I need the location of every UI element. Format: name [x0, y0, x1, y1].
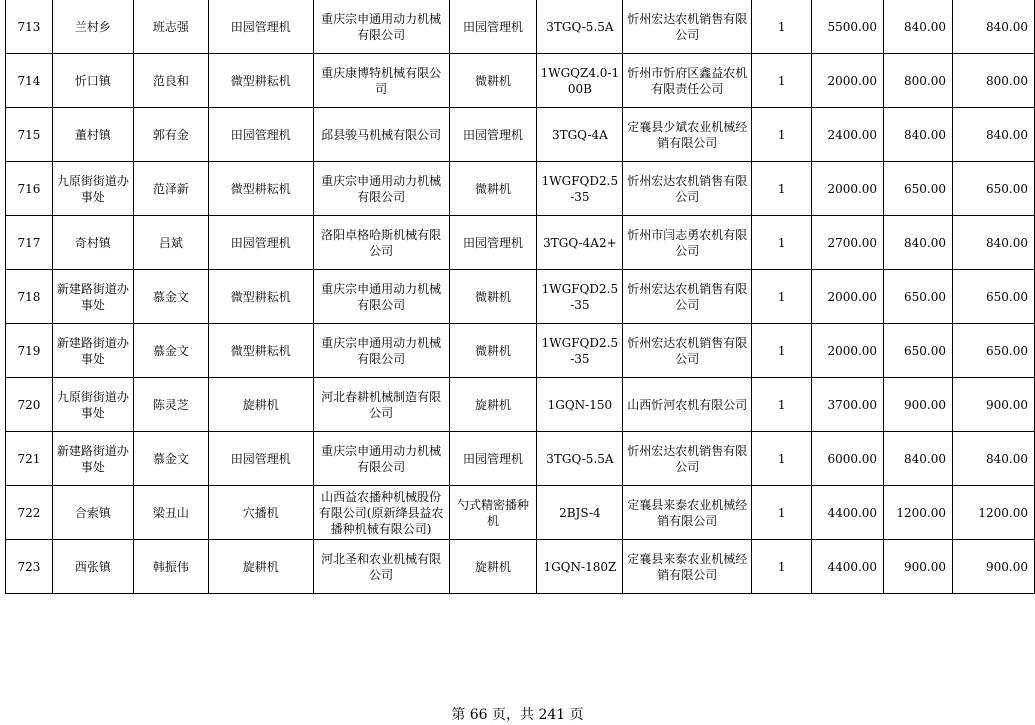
cell-qty: 1: [752, 108, 812, 162]
cell-subsidy: 900.00: [884, 540, 953, 594]
cell-product: 田园管理机: [449, 0, 537, 54]
cell-total: 900.00: [953, 378, 1035, 432]
cell-no: 716: [6, 162, 53, 216]
cell-category: 微型耕耘机: [208, 54, 313, 108]
cell-no: 721: [6, 432, 53, 486]
cell-model: 1GQN-150: [537, 378, 623, 432]
table-row: [6, 108, 1035, 162]
cell-maker: 河北圣和农业机械有限公司: [313, 540, 449, 594]
cell-dealer: 忻州市忻府区鑫益农机有限责任公司: [623, 54, 752, 108]
cell-maker: 重庆宗申通用动力机械有限公司: [313, 324, 449, 378]
cell-maker: 洛阳卓格哈斯机械有限公司: [313, 216, 449, 270]
cell-name: 陈灵芝: [133, 378, 208, 432]
cell-dealer: 忻州宏达农机销售有限公司: [623, 324, 752, 378]
cell-maker: 重庆宗申通用动力机械有限公司: [313, 270, 449, 324]
table-row: [6, 54, 1035, 108]
cell-product: 微耕机: [449, 324, 537, 378]
cell-model: 2BJS-4: [537, 486, 623, 540]
cell-qty: 1: [752, 378, 812, 432]
cell-maker: 重庆宗申通用动力机械有限公司: [313, 0, 449, 54]
cell-total: 650.00: [953, 270, 1035, 324]
cell-qty: 1: [752, 432, 812, 486]
cell-no: 717: [6, 216, 53, 270]
cell-category: 旋耕机: [208, 540, 313, 594]
cell-product: 旋耕机: [449, 378, 537, 432]
cell-total: 900.00: [953, 540, 1035, 594]
cell-no: 713: [6, 0, 53, 54]
cell-product: 田园管理机: [449, 108, 537, 162]
cell-total: 800.00: [953, 54, 1035, 108]
cell-model: 3TGQ-4A2+: [537, 216, 623, 270]
cell-name: 班志强: [133, 0, 208, 54]
cell-town: 兰村乡: [52, 0, 133, 54]
cell-town: 西张镇: [52, 540, 133, 594]
cell-qty: 1: [752, 162, 812, 216]
cell-price: 2000.00: [812, 270, 884, 324]
cell-name: 韩振伟: [133, 540, 208, 594]
cell-model: 1WGFQD2.5-35: [537, 162, 623, 216]
cell-total: 1200.00: [953, 486, 1035, 540]
cell-no: 719: [6, 324, 53, 378]
cell-dealer: 山西忻河农机有限公司: [623, 378, 752, 432]
cell-price: 2000.00: [812, 324, 884, 378]
cell-dealer: 忻州宏达农机销售有限公司: [623, 270, 752, 324]
cell-price: 5500.00: [812, 0, 884, 54]
cell-product: 勺式精密播种机: [449, 486, 537, 540]
cell-maker: 河北春耕机械制造有限公司: [313, 378, 449, 432]
cell-price: 2400.00: [812, 108, 884, 162]
cell-maker: 邱县骏马机械有限公司: [313, 108, 449, 162]
table-row: [6, 378, 1035, 432]
cell-total: 650.00: [953, 324, 1035, 378]
cell-dealer: 忻州宏达农机销售有限公司: [623, 162, 752, 216]
cell-qty: 1: [752, 54, 812, 108]
cell-category: 田园管理机: [208, 216, 313, 270]
table-body: [6, 0, 1035, 594]
cell-subsidy: 650.00: [884, 162, 953, 216]
cell-dealer: 定襄县来泰农业机械经销有限公司: [623, 540, 752, 594]
table-row: [6, 432, 1035, 486]
table-row: [6, 216, 1035, 270]
cell-category: 微型耕耘机: [208, 270, 313, 324]
cell-category: 田园管理机: [208, 432, 313, 486]
cell-model: 3TGQ-5.5A: [537, 0, 623, 54]
cell-name: 慕金文: [133, 270, 208, 324]
cell-dealer: 定襄县来泰农业机械经销有限公司: [623, 486, 752, 540]
table-row: [6, 0, 1035, 54]
cell-category: 田园管理机: [208, 108, 313, 162]
cell-qty: 1: [752, 216, 812, 270]
cell-product: 微耕机: [449, 270, 537, 324]
cell-model: 3TGQ-4A: [537, 108, 623, 162]
cell-town: 新建路街道办事处: [52, 270, 133, 324]
cell-product: 微耕机: [449, 54, 537, 108]
cell-subsidy: 840.00: [884, 432, 953, 486]
cell-qty: 1: [752, 0, 812, 54]
cell-town: 新建路街道办事处: [52, 432, 133, 486]
cell-subsidy: 840.00: [884, 108, 953, 162]
cell-no: 715: [6, 108, 53, 162]
cell-category: 穴播机: [208, 486, 313, 540]
cell-maker: 重庆宗申通用动力机械有限公司: [313, 162, 449, 216]
cell-maker: 重庆宗申通用动力机械有限公司: [313, 432, 449, 486]
cell-town: 九原街街道办事处: [52, 378, 133, 432]
cell-price: 4400.00: [812, 486, 884, 540]
cell-model: 1GQN-180Z: [537, 540, 623, 594]
cell-subsidy: 1200.00: [884, 486, 953, 540]
cell-qty: 1: [752, 486, 812, 540]
cell-town: 董村镇: [52, 108, 133, 162]
cell-product: 微耕机: [449, 162, 537, 216]
cell-total: 840.00: [953, 216, 1035, 270]
cell-subsidy: 650.00: [884, 324, 953, 378]
cell-name: 范良和: [133, 54, 208, 108]
cell-model: 1WGFQD2.5-35: [537, 324, 623, 378]
table-row: [6, 540, 1035, 594]
cell-price: 2000.00: [812, 162, 884, 216]
cell-maker: 重庆康博特机械有限公司: [313, 54, 449, 108]
cell-no: 722: [6, 486, 53, 540]
cell-total: 840.00: [953, 432, 1035, 486]
cell-model: 1WGQZ4.0-100B: [537, 54, 623, 108]
cell-subsidy: 650.00: [884, 270, 953, 324]
cell-dealer: 定襄县少斌农业机械经销有限公司: [623, 108, 752, 162]
cell-no: 720: [6, 378, 53, 432]
cell-total: 840.00: [953, 0, 1035, 54]
cell-total: 650.00: [953, 162, 1035, 216]
cell-name: 梁丑山: [133, 486, 208, 540]
cell-price: 3700.00: [812, 378, 884, 432]
cell-subsidy: 800.00: [884, 54, 953, 108]
cell-dealer: 忻州宏达农机销售有限公司: [623, 432, 752, 486]
cell-model: 3TGQ-5.5A: [537, 432, 623, 486]
cell-maker: 山西益农播种机械股份有限公司(原新绛县益农播种机械有限公司): [313, 486, 449, 540]
cell-dealer: 忻州宏达农机销售有限公司: [623, 0, 752, 54]
table-row: [6, 162, 1035, 216]
table-row: [6, 270, 1035, 324]
cell-price: 6000.00: [812, 432, 884, 486]
cell-name: 慕金文: [133, 324, 208, 378]
cell-no: 714: [6, 54, 53, 108]
cell-product: 田园管理机: [449, 432, 537, 486]
cell-no: 723: [6, 540, 53, 594]
cell-product: 旋耕机: [449, 540, 537, 594]
cell-qty: 1: [752, 540, 812, 594]
cell-name: 范泽新: [133, 162, 208, 216]
subsidy-table: [5, 0, 1035, 594]
cell-category: 微型耕耘机: [208, 324, 313, 378]
cell-category: 旋耕机: [208, 378, 313, 432]
cell-town: 忻口镇: [52, 54, 133, 108]
cell-product: 田园管理机: [449, 216, 537, 270]
cell-town: 新建路街道办事处: [52, 324, 133, 378]
cell-no: 718: [6, 270, 53, 324]
cell-price: 4400.00: [812, 540, 884, 594]
cell-price: 2000.00: [812, 54, 884, 108]
cell-price: 2700.00: [812, 216, 884, 270]
cell-town: 合索镇: [52, 486, 133, 540]
cell-total: 840.00: [953, 108, 1035, 162]
cell-dealer: 忻州市闫志勇农机有限公司: [623, 216, 752, 270]
cell-category: 微型耕耘机: [208, 162, 313, 216]
cell-category: 田园管理机: [208, 0, 313, 54]
cell-model: 1WGFQD2.5-35: [537, 270, 623, 324]
cell-town: 九原街街道办事处: [52, 162, 133, 216]
cell-qty: 1: [752, 270, 812, 324]
cell-town: 奇村镇: [52, 216, 133, 270]
cell-subsidy: 840.00: [884, 0, 953, 54]
table-row: [6, 486, 1035, 540]
cell-name: 郭有金: [133, 108, 208, 162]
cell-subsidy: 840.00: [884, 216, 953, 270]
table-row: [6, 324, 1035, 378]
cell-subsidy: 900.00: [884, 378, 953, 432]
cell-qty: 1: [752, 324, 812, 378]
cell-name: 慕金文: [133, 432, 208, 486]
cell-name: 吕斌: [133, 216, 208, 270]
page-footer: 第 66 页，共 241 页: [451, 707, 584, 723]
